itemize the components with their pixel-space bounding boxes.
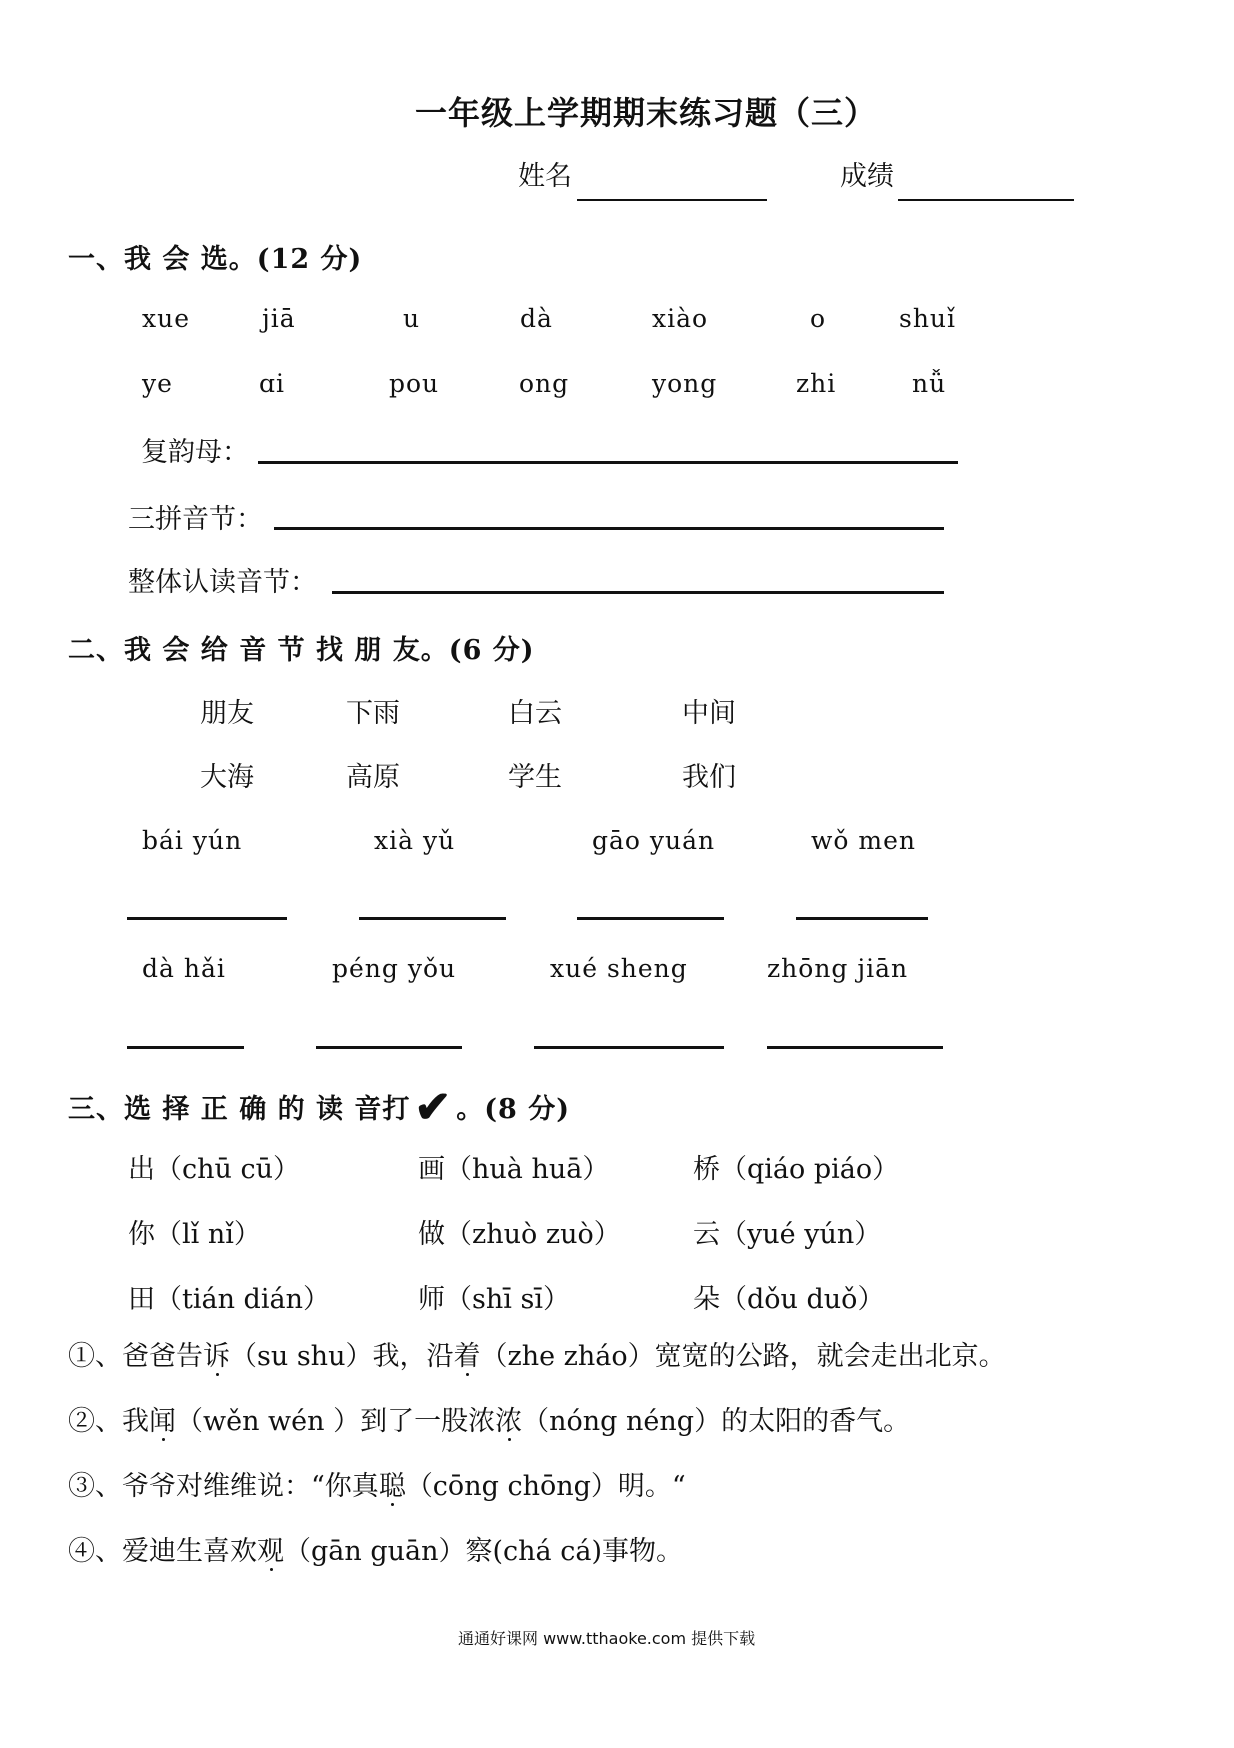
- dotted-character: 闻: [149, 1406, 176, 1437]
- sentence-text: ②、我: [68, 1406, 149, 1437]
- answer-line[interactable]: [534, 1046, 724, 1049]
- word-item: 高原: [346, 762, 400, 793]
- answer-line[interactable]: [577, 917, 724, 920]
- sentence-item-2: [68, 1399, 910, 1438]
- word-item: 下雨: [346, 698, 400, 729]
- reading-choice[interactable]: 你（lǐ nǐ）: [128, 1219, 261, 1250]
- answer-line[interactable]: [127, 917, 287, 920]
- word-item: 学生: [508, 762, 562, 793]
- three-part-syllables-answer-line[interactable]: [274, 527, 944, 530]
- reading-choice[interactable]: 云（yué yún）: [693, 1219, 882, 1250]
- pinyin-syllables: wǒ men: [811, 826, 916, 855]
- pinyin-option: pou: [389, 369, 440, 398]
- reading-choice[interactable]: 田（tián dián）: [128, 1284, 330, 1315]
- dotted-character: 浓: [495, 1406, 523, 1437]
- pinyin-option: xue: [142, 304, 190, 333]
- sentence-text: ③、爷爷对维维说：“你真: [68, 1471, 379, 1502]
- answer-line[interactable]: [767, 1046, 943, 1049]
- dotted-character: 诉: [203, 1341, 230, 1372]
- word-item: 我们: [682, 762, 736, 793]
- pinyin-option: yong: [652, 369, 718, 398]
- whole-syllables-label: 整体认读音节：: [128, 567, 317, 598]
- section3-heading-score: 。(8 分): [456, 1094, 571, 1125]
- pinyin-syllables: dà hǎi: [142, 954, 226, 983]
- reading-choice[interactable]: 朵（dǒu duǒ）: [693, 1284, 885, 1315]
- dotted-character: 观: [257, 1536, 284, 1567]
- pinyin-option: u: [403, 304, 421, 333]
- sentence-text[interactable]: （cōng chōng）明。“: [405, 1471, 686, 1502]
- pinyin-syllables: péng yǒu: [332, 954, 457, 983]
- sentence-text[interactable]: （zhe zháo）宽宽的公路，就会走出北京。: [480, 1341, 1006, 1372]
- sentence-text: ④、爱迪生喜欢: [68, 1536, 257, 1567]
- sentence-item-1: [68, 1334, 1006, 1373]
- sentence-text: ①、爸爸告: [68, 1341, 203, 1372]
- section3-heading-text: 三、选 择 正 确 的 读 音打: [68, 1094, 411, 1125]
- checkmark-icon: ✔: [414, 1082, 453, 1133]
- score-label: 成绩: [840, 161, 894, 192]
- pinyin-option: shuǐ: [899, 304, 957, 333]
- pinyin-option: o: [810, 304, 827, 333]
- pinyin-option: jiā: [262, 304, 296, 333]
- footer-credit: 通通好课网 www.tthaoke.com 提供下载: [458, 1629, 756, 1648]
- pinyin-option: ɑi: [259, 369, 285, 398]
- word-item: 朋友: [200, 698, 254, 729]
- word-item: 中间: [682, 698, 736, 729]
- section1-heading: 一、我 会 选。(12 分): [68, 244, 363, 275]
- reading-choice[interactable]: 画（huà huā）: [418, 1154, 610, 1185]
- pinyin-syllables: bái yún: [142, 826, 243, 855]
- pinyin-syllables: gāo yuán: [592, 826, 716, 855]
- reading-choice[interactable]: 桥（qiáo piáo）: [693, 1154, 900, 1185]
- score-field[interactable]: [898, 199, 1074, 201]
- dotted-character: 着: [453, 1341, 481, 1372]
- compound-finals-label: 复韵母：: [141, 437, 249, 468]
- compound-finals-answer-line[interactable]: [258, 461, 958, 464]
- sentence-text[interactable]: （wěn wén ）到了一股浓: [176, 1406, 496, 1437]
- answer-line[interactable]: [796, 917, 928, 920]
- answer-line[interactable]: [127, 1046, 244, 1049]
- reading-choice[interactable]: 师（shī sī）: [418, 1284, 570, 1315]
- sentence-item-3: [68, 1464, 686, 1503]
- sentence-text[interactable]: （nóng néng）的太阳的香气。: [522, 1406, 911, 1437]
- pinyin-syllables: xué sheng: [550, 954, 688, 983]
- reading-choice[interactable]: 做（zhuò zuò）: [418, 1219, 621, 1250]
- sentence-text[interactable]: （gān guān）察(chá cá)事物。: [284, 1536, 683, 1567]
- pinyin-option: ong: [519, 369, 570, 398]
- sentence-item-4: [68, 1529, 683, 1568]
- section3-heading: [68, 1082, 570, 1133]
- dotted-character: 聪: [378, 1471, 406, 1502]
- sentence-text[interactable]: （su shu）我，沿: [230, 1341, 454, 1372]
- pinyin-option: dà: [520, 304, 553, 333]
- three-part-syllables-label: 三拼音节：: [128, 504, 263, 535]
- pinyin-option: ye: [142, 369, 173, 398]
- answer-line[interactable]: [359, 917, 506, 920]
- word-item: 大海: [200, 762, 254, 793]
- pinyin-syllables: xià yǔ: [374, 826, 456, 855]
- name-field[interactable]: [577, 199, 767, 201]
- name-label: 姓名: [518, 161, 572, 192]
- pinyin-option: xiào: [652, 304, 709, 333]
- word-item: 白云: [508, 698, 562, 729]
- reading-choice[interactable]: 出（chū cū）: [128, 1154, 300, 1185]
- section2-heading: 二、我 会 给 音 节 找 朋 友。(6 分): [68, 635, 535, 666]
- page-title: 一年级上学期期末练习题（三）: [415, 94, 878, 132]
- pinyin-syllables: zhōng jiān: [767, 954, 909, 983]
- whole-syllables-answer-line[interactable]: [332, 591, 944, 594]
- answer-line[interactable]: [316, 1046, 462, 1049]
- pinyin-option: nǚ: [912, 369, 947, 398]
- pinyin-option: zhi: [796, 369, 837, 398]
